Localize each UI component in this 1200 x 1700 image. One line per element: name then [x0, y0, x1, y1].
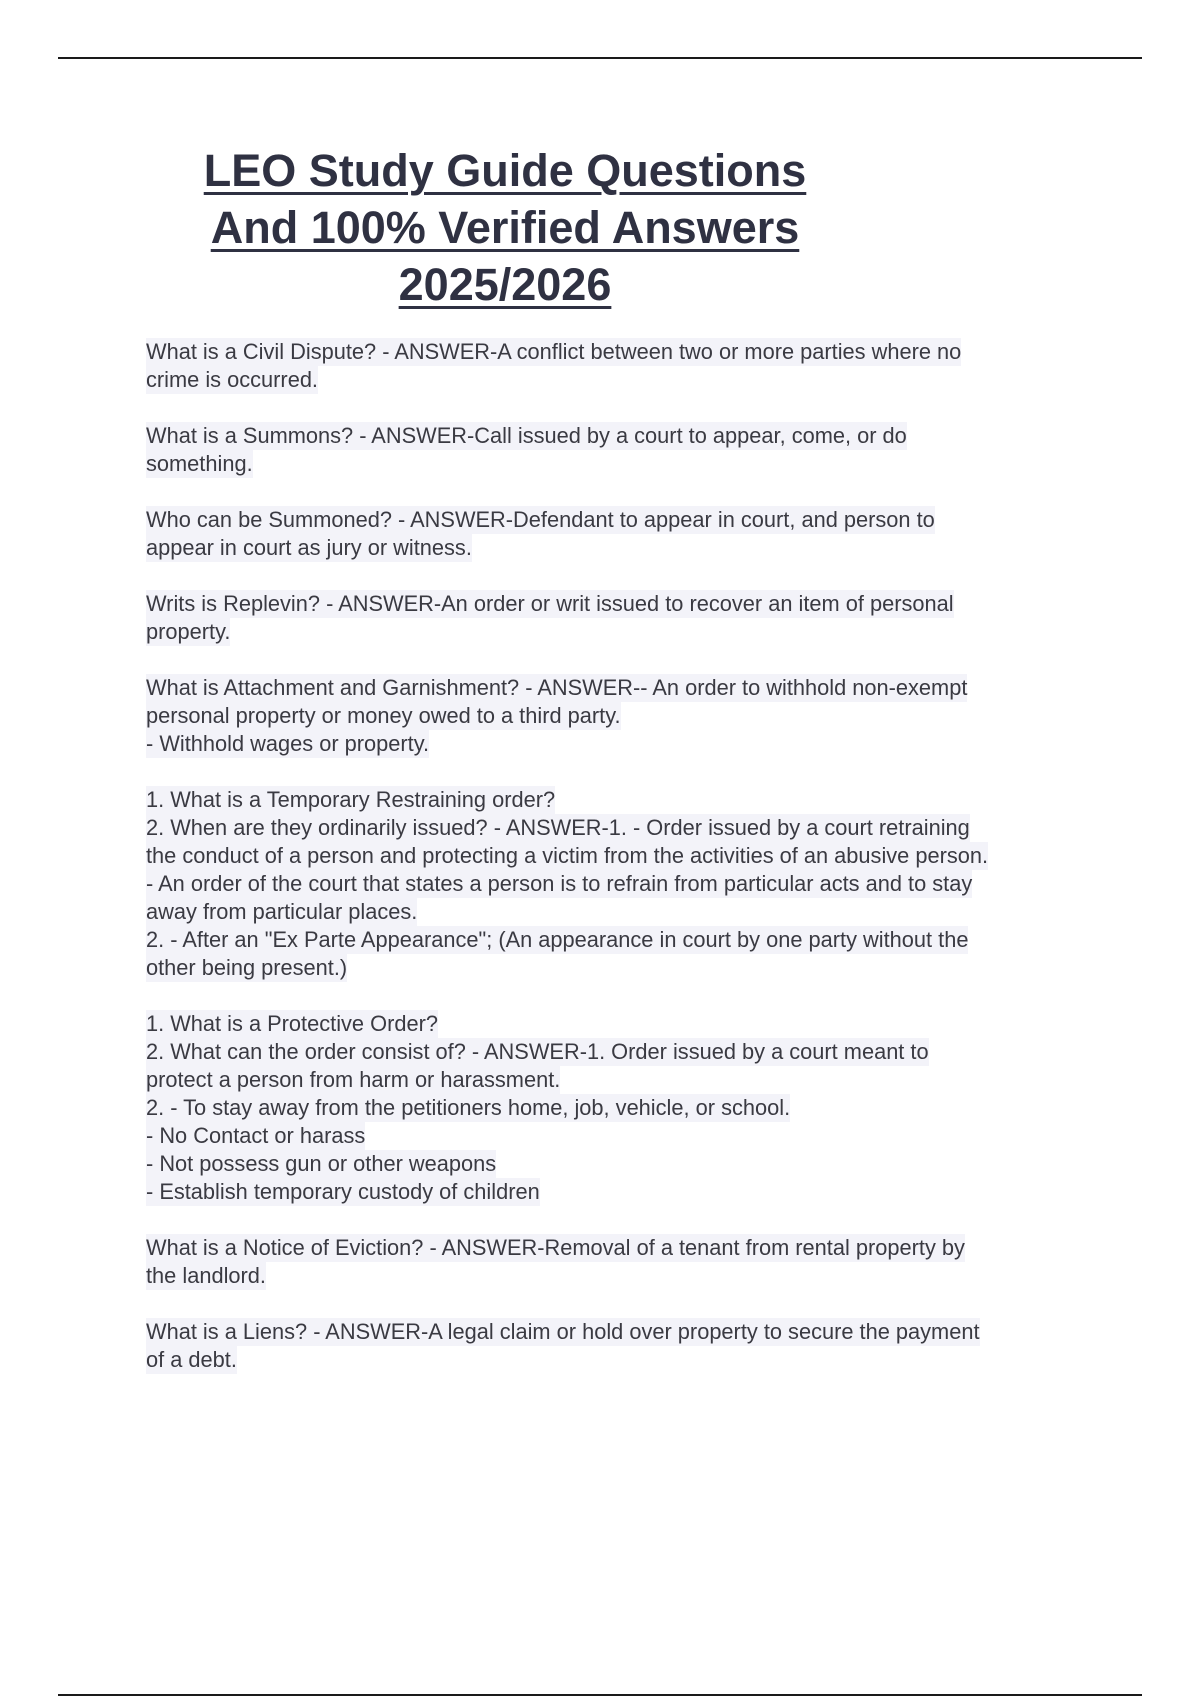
document-title	[145, 142, 865, 313]
qa-line: 1. What is a Protective Order?	[146, 1011, 438, 1036]
qa-entry	[146, 674, 1091, 758]
qa-line: What is Attachment and Garnishment? - ANSWER-- An order to withhold non-exempt	[146, 675, 968, 700]
qa-line: Writs is Replevin? - ANSWER-An order or writ issued to recover an item of personal	[146, 591, 954, 616]
qa-line: - Withhold wages or property.	[146, 731, 430, 756]
qa-line: away from particular places.	[146, 899, 418, 924]
qa-line: protect a person from harm or harassment.	[146, 1067, 561, 1092]
title-line-3: 2025/2026	[398, 259, 612, 310]
qa-line: What is a Summons? - ANSWER-Call issued by a court to appear, come, or do	[146, 423, 907, 448]
qa-line: - Not possess gun or other weapons	[146, 1151, 497, 1176]
qa-entry	[146, 1318, 1091, 1374]
qa-line: 1. What is a Temporary Restraining order?	[146, 787, 556, 812]
qa-entry	[146, 786, 1091, 982]
qa-line: Who can be Summoned? - ANSWER-Defendant to appear in court, and person to	[146, 507, 935, 532]
qa-line: the landlord.	[146, 1263, 266, 1288]
qa-line: the conduct of a person and protecting a victim from the activities of an abusive person.	[146, 843, 989, 868]
qa-line: 2. When are they ordinarily issued? - ANSWER-1. - Order issued by a court retraining	[146, 815, 970, 840]
qa-entry	[146, 506, 1091, 562]
qa-entry	[146, 1234, 1091, 1290]
qa-line: - An order of the court that states a person is to refrain from particular acts and to stay	[146, 871, 973, 896]
qa-line: other being present.)	[146, 955, 348, 980]
qa-line: - No Contact or harass	[146, 1123, 366, 1148]
qa-line: personal property or money owed to a third party.	[146, 703, 621, 728]
qa-line: of a debt.	[146, 1347, 237, 1372]
qa-entry	[146, 338, 1091, 394]
qa-line: property.	[146, 619, 231, 644]
qa-entry	[146, 422, 1091, 478]
qa-line: What is a Notice of Eviction? - ANSWER-Removal of a tenant from rental property by	[146, 1235, 965, 1260]
top-rule	[58, 57, 1142, 59]
qa-line: What is a Liens? - ANSWER-A legal claim or hold over property to secure the payment	[146, 1319, 980, 1344]
qa-line: appear in court as jury or witness.	[146, 535, 472, 560]
qa-line: 2. - After an "Ex Parte Appearance"; (An appearance in court by one party without the	[146, 927, 969, 952]
qa-line: 2. - To stay away from the petitioners home, job, vehicle, or school.	[146, 1095, 791, 1120]
qa-line: something.	[146, 451, 253, 476]
qa-line: crime is occurred.	[146, 367, 318, 392]
qa-line: 2. What can the order consist of? - ANSWER-1. Order issued by a court meant to	[146, 1039, 929, 1064]
qa-list	[146, 338, 1091, 1402]
qa-entry	[146, 590, 1091, 646]
qa-entry	[146, 1010, 1091, 1206]
qa-line: - Establish temporary custody of children	[146, 1179, 540, 1204]
title-line-2: And 100% Verified Answers	[210, 202, 800, 253]
title-line-1: LEO Study Guide Questions	[203, 145, 807, 196]
qa-line: What is a Civil Dispute? - ANSWER-A conflict between two or more parties where no	[146, 339, 962, 364]
bottom-rule	[58, 1694, 1142, 1696]
